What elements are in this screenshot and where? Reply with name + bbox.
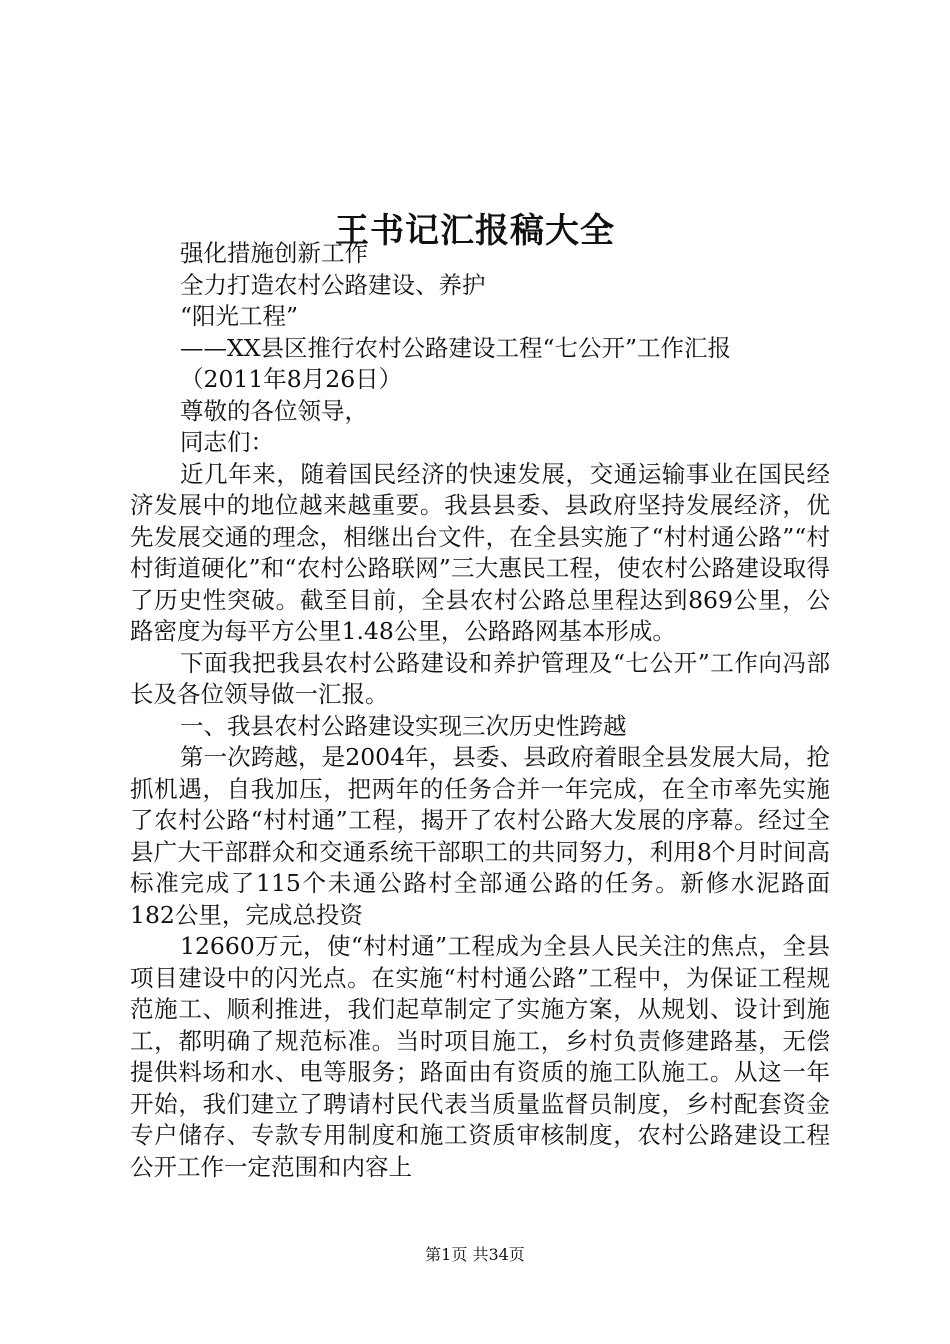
document-title: 王书记汇报稿大全 bbox=[335, 210, 615, 251]
subtitle-line: 全力打造农村公路建设、养护 bbox=[180, 270, 486, 299]
subtitle-line: 强化措施创新工作 bbox=[180, 239, 368, 267]
body-paragraph: 12660万元，使“村村通”工程成为全县人民关注的焦点，全县项目建设中的闪光点。在实施“村村通公路”工程中，为保证工程规范施工、顺利推进，我们起草制定了实施方案，从规划、设计到施工，都明确了规范标准。当时项目施工，乡村负责修建路基，无偿提供料场和水、电等服务；路面由有资质的施工队施工。从这一年开始，我们建立了聘请村民代表当质量监督员制度，乡村配套资金专户储存、专款专用制度和施工资质审核制度，农村公路建设工程公开工作一定范围和内容上 bbox=[130, 932, 830, 1181]
salutation: 同志们： bbox=[180, 428, 274, 456]
body-paragraph: 下面我把我县农村公路建设和养护管理及“七公开”工作向冯部长及各位领导做一汇报。 bbox=[130, 648, 830, 708]
section-heading: 一、我县农村公路建设实现三次历史性跨越 bbox=[180, 711, 627, 740]
body-paragraph: 第一次跨越，是2004年，县委、县政府着眼全县发展大局，抢抓机遇，自我加压，把两年的任务合并一年完成，在全市率先实施了农村公路“村村通”工程，揭开了农村公路大发展的序幕。经过全县广大干部群众和交通系统干部职工的共同努力，利用8个月时间高标准完成了115个未通公路村全部通公路的任务。新修水泥路面182公里，完成总投资 bbox=[130, 743, 830, 929]
salutation: 尊敬的各位领导， bbox=[180, 396, 368, 425]
document-body bbox=[130, 238, 830, 1183]
page-number: 第1页 共34页 bbox=[425, 1245, 525, 1264]
report-date: （2011年8月26日） bbox=[180, 365, 403, 393]
subtitle-line: “阳光工程” bbox=[180, 302, 299, 330]
body-paragraph: 近几年来，随着国民经济的快速发展，交通运输事业在国民经济发展中的地位越来越重要。我县县委、县政府坚持发展经济，优先发展交通的理念，相继出台文件，在全县实施了“村村通公路”“村村街道硬化”和“农村公路联网”三大惠民工程，使农村公路建设取得了历史性突破。截至目前，全县农村公路总里程达到869公里，公路密度为每平方公里1.48公里，公路路网基本形成。 bbox=[130, 459, 830, 645]
report-subtitle: ——XX县区推行农村公路建设工程“七公开”工作汇报 bbox=[180, 333, 731, 362]
